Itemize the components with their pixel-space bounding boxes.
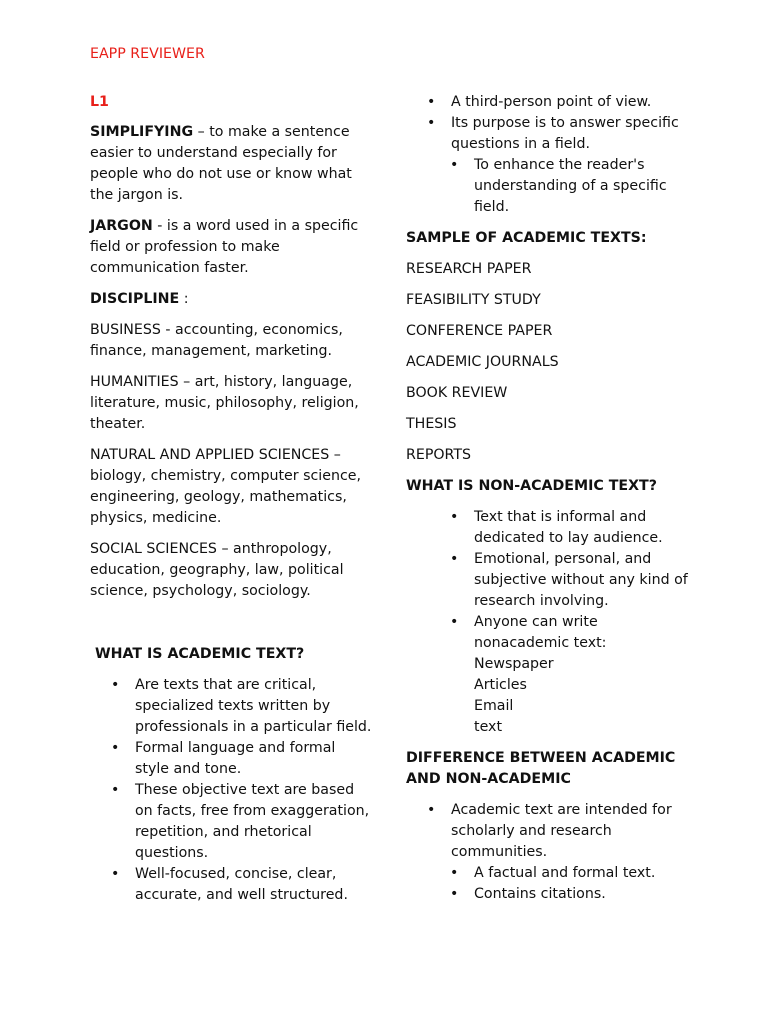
lesson-label: L1: [90, 94, 109, 110]
def-jargon: - is a word used in a specific field or profession to make communication faster.: [90, 218, 359, 276]
discipline-suffix: :: [179, 291, 189, 307]
list-item: [451, 800, 696, 905]
term-discipline: DISCIPLINE: [90, 291, 180, 307]
term-simplifying: SIMPLIFYING: [90, 124, 194, 140]
difference-list: [406, 800, 696, 905]
def-simplifying: – to make a sentence easier to understand especially for people who do not use or know what the jargon is.: [90, 124, 352, 203]
sample-item: RESEARCH PAPER: [406, 261, 532, 277]
sub-list: [451, 863, 696, 905]
definition-jargon: [90, 216, 372, 279]
academic-text-list-continued: [406, 92, 696, 218]
list-item: • Well-focused, concise, clear, accurate, and well structured.: [135, 864, 372, 906]
left-column: [90, 92, 372, 906]
list-item: • A third-person point of view.: [451, 92, 696, 113]
discipline-heading: [90, 289, 372, 310]
difference-heading: DIFFERENCE BETWEEN ACADEMIC AND NON-ACADEMIC: [406, 750, 676, 787]
academic-text-list: [90, 675, 372, 906]
sample-item: THESIS: [406, 416, 457, 432]
definition-simplifying: [90, 122, 372, 206]
sub-list-item: • To enhance the reader's understanding of a specific field.: [474, 155, 696, 218]
list-item: • Formal language and formal style and tone.: [135, 738, 372, 780]
right-column: [406, 92, 696, 905]
sample-item: REPORTS: [406, 447, 472, 463]
academic-text-heading: WHAT IS ACADEMIC TEXT?: [95, 646, 305, 662]
discipline-business: BUSINESS - accounting, economics, finance, management, marketing.: [90, 322, 343, 359]
list-item: [474, 612, 696, 738]
sample-item: FEASIBILITY STUDY: [406, 292, 541, 308]
nonacademic-list: [406, 507, 696, 738]
nonacademic-example: Newspaper: [474, 656, 554, 672]
spacer: [90, 612, 372, 644]
list-item: [451, 113, 696, 218]
nonacademic-example: Email: [474, 698, 514, 714]
discipline-social-sciences: SOCIAL SCIENCES – anthropology, education, geography, law, political science, psychology, sociology.: [90, 541, 344, 599]
sample-item: CONFERENCE PAPER: [406, 323, 553, 339]
sub-list-item: • Contains citations.: [474, 884, 696, 905]
sub-list-item: • A factual and formal text.: [474, 863, 696, 884]
nonacademic-example: text: [474, 719, 503, 735]
discipline-humanities: HUMANITIES – art, history, language, literature, music, philosophy, religion, theater.: [90, 374, 359, 432]
list-item: • These objective text are based on facts, free from exaggeration, repetition, and rhetorical questions.: [135, 780, 372, 864]
samples-heading: SAMPLE OF ACADEMIC TEXTS:: [406, 230, 647, 246]
term-jargon: JARGON: [90, 218, 153, 234]
list-item-text: Its purpose is to answer specific questions in a field.: [451, 115, 679, 152]
list-item-text: Academic text are intended for scholarly and research communities.: [451, 802, 672, 860]
nonacademic-heading: WHAT IS NON-ACADEMIC TEXT?: [406, 478, 657, 494]
nonacademic-example: Articles: [474, 677, 527, 693]
sample-item: BOOK REVIEW: [406, 385, 508, 401]
list-item-text: • Anyone can write nonacademic text:: [474, 614, 607, 651]
list-item: • Are texts that are critical, specialized texts written by professionals in a particular field.: [135, 675, 372, 738]
sub-list: [451, 155, 696, 218]
sample-item: ACADEMIC JOURNALS: [406, 354, 559, 370]
list-item: • Emotional, personal, and subjective without any kind of research involving.: [474, 549, 696, 612]
document-title: EAPP REVIEWER: [90, 46, 205, 62]
discipline-natural-sciences: NATURAL AND APPLIED SCIENCES – biology, chemistry, computer science, engineering, geology, mathematics, physics, medicine.: [90, 447, 361, 526]
list-item: • Text that is informal and dedicated to lay audience.: [474, 507, 696, 549]
